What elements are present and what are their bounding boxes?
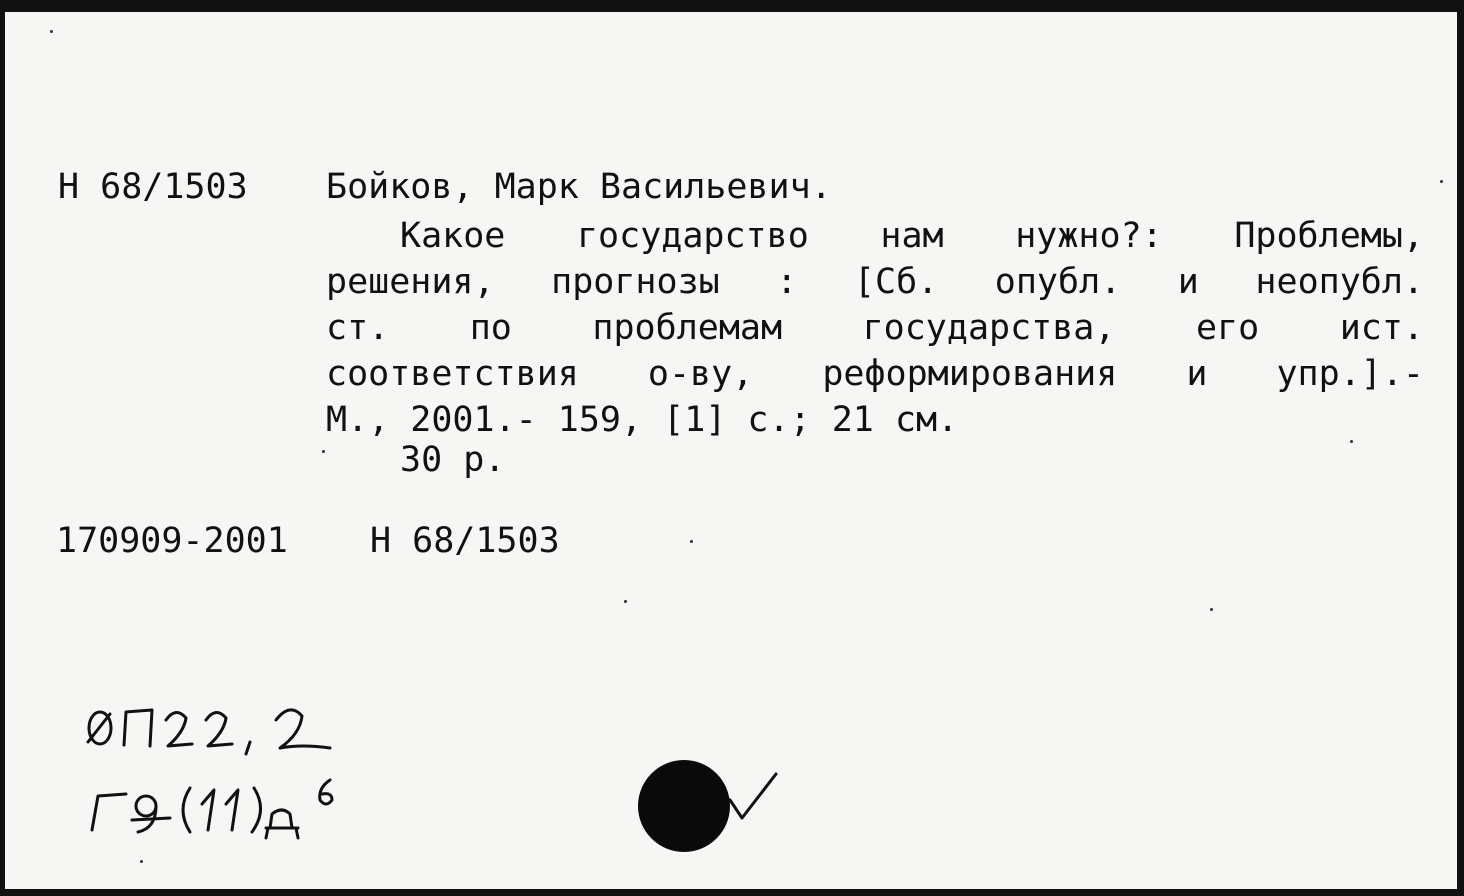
scan-speck bbox=[140, 860, 143, 863]
description-line-5: М., 2001.- 159, [1] с.; 21 см. bbox=[326, 400, 959, 440]
scan-speck bbox=[1440, 180, 1443, 183]
scan-speck bbox=[624, 600, 627, 603]
scan-speck bbox=[50, 30, 53, 33]
shelf-mark: Н 68/1503 bbox=[58, 167, 248, 207]
scan-border-left bbox=[0, 0, 5, 896]
scan-border-top bbox=[0, 0, 1464, 12]
price: 30 р. bbox=[400, 440, 506, 480]
description-line-2: решения, прогнозы : [Сб. опубл. и неопубл. bbox=[326, 262, 1424, 302]
scan-speck bbox=[1350, 440, 1353, 443]
footer-shelf-mark: Н 68/1503 bbox=[370, 521, 560, 561]
scan-speck bbox=[1210, 608, 1213, 611]
scan-border-right bbox=[1457, 0, 1464, 896]
description-line-1: Какое государство нам нужно?: Проблемы, bbox=[400, 216, 1424, 256]
inventory-number: 170909-2001 bbox=[56, 521, 288, 561]
ink-blot bbox=[636, 756, 734, 854]
handwritten-classification-1 bbox=[80, 690, 350, 760]
scan-border-bottom bbox=[0, 889, 1464, 896]
handwritten-classification-2 bbox=[86, 770, 366, 850]
scan-speck bbox=[322, 450, 325, 453]
description-line-3: ст. по проблемам государства, его ист. bbox=[326, 308, 1424, 348]
author-heading: Бойков, Марк Васильевич. bbox=[326, 167, 832, 207]
check-mark-icon bbox=[724, 770, 784, 830]
scan-speck bbox=[690, 540, 693, 543]
description-line-4: соответствия о-ву, реформирования и упр.].- bbox=[326, 354, 1424, 394]
